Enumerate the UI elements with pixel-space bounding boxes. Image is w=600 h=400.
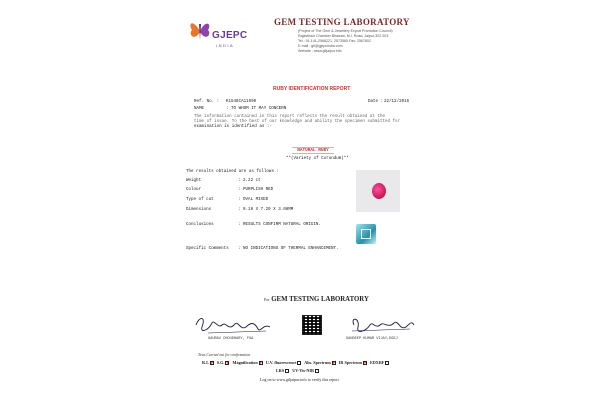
ref-value: K1548CA11690 <box>226 100 257 104</box>
row-value: : OVAL MIXED <box>238 198 269 202</box>
tests-row-1 <box>202 360 391 365</box>
lab-line: Tel.: 91-141-2568221, 2573565 Fax: 2567802 <box>298 39 371 43</box>
logo-subtext: INDIA <box>216 43 235 48</box>
gem-title: NATURAL RUBY <box>297 148 329 153</box>
gjepc-logo <box>186 16 246 56</box>
for-label: For <box>264 297 270 302</box>
test-checkbox <box>385 361 389 365</box>
gem-variety: **(Variety of Corundum)** <box>286 157 349 161</box>
test-checkbox <box>210 361 214 365</box>
test-label: EDXRF <box>369 360 385 365</box>
signature-right <box>348 315 418 337</box>
test-checkbox <box>259 361 263 365</box>
verify-text: Log on to www.gtljaipur.info to verify this report <box>260 377 339 382</box>
tests-row-2 <box>276 368 321 373</box>
row-label: Weight <box>186 179 202 183</box>
row-label: Dimensions <box>186 208 212 212</box>
conclusions-label: Conclusions <box>186 223 214 227</box>
test-checkbox <box>297 361 301 365</box>
test-label: IR Spectrum <box>338 360 362 365</box>
intro-line: The information contained in this report reflects the result obtained at the <box>194 115 385 119</box>
butterfly-logo-icon <box>186 16 214 46</box>
lab-line: E-mail : gtl@gjepcindia.com <box>298 44 343 48</box>
tests-caption: Tests Carried out for confirmation <box>198 353 251 357</box>
name-label: NAME <box>194 107 205 111</box>
footer-lab-name: GEM TESTING LABORATORY <box>271 296 369 303</box>
row-value: : 9.18 X 7.20 X 3.08MM <box>238 208 294 212</box>
signature-left <box>192 313 274 337</box>
test-checkbox <box>332 361 336 365</box>
test-checkbox <box>363 361 367 365</box>
footer-lab-title <box>264 296 369 303</box>
date-label: Date : <box>368 100 384 104</box>
logo-text: GJEPC <box>212 30 248 41</box>
date-value: 22/12/2016 <box>384 100 410 104</box>
test-label: Magnification <box>232 360 258 365</box>
hologram-sticker <box>356 224 376 244</box>
hologram-icon <box>361 229 371 239</box>
qr-code <box>302 315 322 335</box>
intro-line: examination is identified as :- <box>194 125 272 129</box>
comments-value: : NO INDICATIONS OF THERMAL ENHANCEMENT. <box>238 247 339 251</box>
name-value: : TO WHOM IT MAY CONCERN <box>226 107 287 111</box>
row-label: Colour <box>186 188 202 192</box>
certificate-sheet <box>178 8 440 394</box>
test-checkbox <box>225 361 229 365</box>
report-title: RUBY IDENTIFICATION REPORT <box>273 86 351 92</box>
test-label: S.G. <box>216 360 225 365</box>
comments-label: Specific Comments <box>186 247 229 251</box>
test-label: U.V. fluorescence <box>265 360 297 365</box>
lab-line: (Project of The Gem & Jewellery Export Promotion Council) <box>298 29 393 33</box>
lab-line: Rajasthani Chamber Bhawan, M.I. Road, Jaipur-302 003 <box>298 34 389 38</box>
row-value: : 2.22 ct <box>238 179 261 183</box>
signatory-left-name: GAURAV CHOUDHARY, FGA <box>208 337 254 341</box>
signatory-right-name: SANDEEP KUMAR VIJAY,DGEJ <box>346 337 398 341</box>
gem-photo <box>356 170 400 212</box>
test-label: LRS <box>276 368 285 373</box>
ruby-stone-image <box>372 183 386 199</box>
row-label: Type of cut <box>186 198 214 202</box>
test-label: Abs. Spectrum <box>304 360 331 365</box>
lab-line: Website : www.gtljaipur.info <box>298 49 342 53</box>
test-checkbox <box>315 369 319 373</box>
conclusions-value: : RESULTS CONFIRM NATURAL ORIGIN. <box>238 223 321 227</box>
test-checkbox <box>285 369 289 373</box>
results-caption: The results obtained are as follows : <box>186 170 279 174</box>
lab-title: GEM TESTING LABORATORY <box>274 17 410 27</box>
test-label: R.I. <box>202 360 209 365</box>
intro-line: time of issue. To the best of our knowledge and ability the specimen submitted for <box>194 120 401 124</box>
test-label: UV-Vis-NIR <box>292 368 315 373</box>
row-value: : PURPLISH RED <box>238 188 274 192</box>
ref-label: Ref. No. : <box>194 100 220 104</box>
